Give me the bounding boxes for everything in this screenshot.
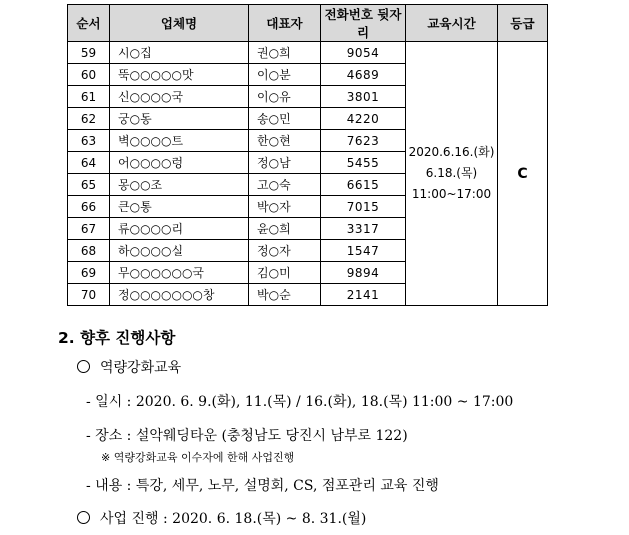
row-no: 63 [68,130,110,152]
item-training-label: 역량강화교육 [100,360,182,376]
education-time-line: 2020.6.16.(화) [408,145,495,159]
row-no: 65 [68,174,110,196]
bullet-item-training [77,357,181,377]
item-business-label: 사업 진행 : 2020. 6. 18.(목) ~ 8. 31.(월) [100,511,367,527]
row-representative: 박○자 [249,196,321,218]
circle-bullet-icon [77,360,90,373]
row-no: 61 [68,86,110,108]
row-no: 60 [68,64,110,86]
row-company-name: 신○○○○국 [110,86,249,108]
schedule-line: - 일시 : 2020. 6. 9.(화), 11.(목) / 16.(화), 18.(목) 11:00 ~ 17:00 [86,394,514,410]
bullet-item-business [77,508,366,528]
row-no: 69 [68,262,110,284]
row-representative: 박○순 [249,284,321,306]
row-phone-suffix: 4220 [321,108,406,130]
education-time-line: 11:00~17:00 [411,187,492,201]
row-phone-suffix: 7623 [321,130,406,152]
header-grade: 등급 [498,5,548,42]
row-representative: 이○분 [249,64,321,86]
circle-bullet-icon [77,511,90,524]
header-rep: 대표자 [249,5,321,42]
row-representative: 정○자 [249,240,321,262]
education-time-line: 6.18.(목) [425,166,478,180]
row-phone-suffix: 1547 [321,240,406,262]
row-representative: 권○희 [249,42,321,64]
row-phone-suffix: 2141 [321,284,406,306]
row-phone-suffix: 3801 [321,86,406,108]
row-company-name: 뚝○○○○○맛 [110,64,249,86]
section-title: 2. 향후 진행사항 [58,329,176,347]
header-name: 업체명 [110,5,249,42]
row-no: 68 [68,240,110,262]
row-company-name: 무○○○○○○국 [110,262,249,284]
row-company-name: 궁○동 [110,108,249,130]
row-company-name: 몽○○조 [110,174,249,196]
header-edu: 교육시간 [406,5,498,42]
note-line: ※ 역량강화교육 이수자에 한해 사업진행 [101,451,295,464]
row-representative: 송○민 [249,108,321,130]
row-company-name: 큰○통 [110,196,249,218]
education-time-cell [406,42,498,306]
row-phone-suffix: 4689 [321,64,406,86]
row-no: 64 [68,152,110,174]
row-company-name: 하○○○○실 [110,240,249,262]
grade-cell: C [498,42,548,306]
row-no: 62 [68,108,110,130]
row-representative: 한○현 [249,130,321,152]
row-no: 66 [68,196,110,218]
row-phone-suffix: 9054 [321,42,406,64]
place-line: - 장소 : 설악웨딩타운 (충청남도 당진시 남부로 122) [86,428,408,444]
row-company-name: 시○집 [110,42,249,64]
row-phone-suffix: 5455 [321,152,406,174]
content-line: - 내용 : 특강, 세무, 노무, 설명회, CS, 점포관리 교육 진행 [86,478,439,494]
row-representative: 고○숙 [249,174,321,196]
row-phone-suffix: 9894 [321,262,406,284]
row-company-name: 정○○○○○○○창 [110,284,249,306]
header-phone: 전화번호 뒷자리 [321,5,406,42]
row-company-name: 벽○○○○트 [110,130,249,152]
row-phone-suffix: 6615 [321,174,406,196]
roster-table [67,4,548,306]
row-representative: 이○유 [249,86,321,108]
row-company-name: 어○○○○렁 [110,152,249,174]
row-no: 70 [68,284,110,306]
row-representative: 김○미 [249,262,321,284]
row-no: 59 [68,42,110,64]
row-phone-suffix: 7015 [321,196,406,218]
row-representative: 정○남 [249,152,321,174]
table-header-row [68,5,548,42]
row-phone-suffix: 3317 [321,218,406,240]
row-representative: 윤○희 [249,218,321,240]
row-no: 67 [68,218,110,240]
row-company-name: 류○○○○리 [110,218,249,240]
table-row [68,42,548,64]
header-no: 순서 [68,5,110,42]
